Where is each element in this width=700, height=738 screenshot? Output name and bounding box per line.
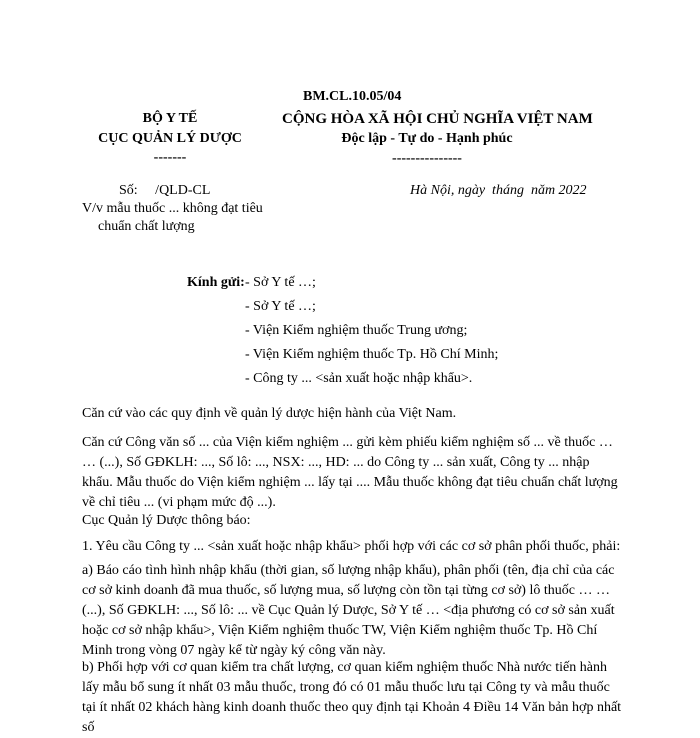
ministry-name: BỘ Y TẾ	[142, 111, 198, 126]
republic-title: CỘNG HÒA XÃ HỘI CHỦ NGHĨA VIỆT NAM	[282, 111, 593, 127]
left-header-separator: -------	[153, 150, 187, 165]
subject-line-2: chuẩn chất lượng	[98, 219, 195, 234]
national-motto: Độc lập - Tự do - Hạnh phúc	[341, 131, 513, 146]
document-number: Số: /QLD-CL	[119, 183, 211, 198]
body-paragraph-5: a) Báo cáo tình hình nhập khẩu (thời gian, số lượng nhập khẩu), phân phối (tên, địa chỉ của các cơ sở kinh doanh đã mua thuốc, số lượng mua, số lượng còn tồn tại từng cơ sở) lô thuốc … … (...), Số GĐKLH: ..., Số lô: ... về Cục Quản lý Dược, Sở Y tế … <địa phương có cơ sở sản xuất hoặc cơ sở nhập khẩu>, Viện Kiểm nghiệm thuốc TW, Viện Kiểm nghiệm thuốc Tp. Hồ Chí Minh trong vòng 07 ngày kể từ ngày ký công văn này.	[82, 563, 615, 658]
right-header-separator: ---------------	[392, 151, 462, 166]
body-paragraph-2: Căn cứ Công văn số ... của Viện kiểm nghiệm ... gửi kèm phiếu kiểm nghiệm số ... về thuốc … … (...), Số GĐKLH: ..., Số lô: ..., NSX: ..., HD: ... do Công ty ... sản xuất, Công ty ... nhập khẩu. Mẫu thuốc do Viện kiểm nghiệm ... lấy tại .... Mẫu thuốc không đạt tiêu chuẩn chất lượng về chỉ tiêu ... (vi phạm mức độ ...).	[82, 435, 618, 510]
body-paragraph-3: Cục Quản lý Dược thông báo:	[82, 513, 251, 528]
body-paragraph-4: 1. Yêu cầu Công ty ... <sản xuất hoặc nhập khẩu> phối hợp với các cơ sở phân phối thuốc, phải:	[82, 539, 621, 554]
recipient-item: - Sở Y tế …;	[245, 275, 316, 290]
recipient-item: - Viện Kiểm nghiệm thuốc Trung ương;	[245, 323, 468, 338]
recipient-item: - Công ty ... <sản xuất hoặc nhập khẩu>.	[245, 371, 473, 386]
form-code: BM.CL.10.05/04	[303, 89, 402, 104]
date-line: Hà Nội, ngày tháng năm 2022	[410, 183, 587, 198]
recipients-block	[187, 271, 499, 391]
body-paragraph-6: b) Phối hợp với cơ quan kiểm tra chất lượng, cơ quan kiểm nghiệm thuốc Nhà nước tiến hành lấy mẫu bổ sung ít nhất 03 mẫu thuốc, trong đó có 01 mẫu thuốc lưu tại Công ty và mẫu thuốc tại ít nhất 02 khách hàng kinh doanh thuốc theo quy định tại Khoản 4 Điều 14 Văn bản hợp nhất số	[82, 660, 622, 735]
recipient-item: - Viện Kiểm nghiệm thuốc Tp. Hồ Chí Minh;	[245, 347, 499, 362]
recipients-label: Kính gửi:	[187, 275, 245, 290]
recipient-item: - Sở Y tế …;	[245, 299, 316, 314]
department-name: CỤC QUẢN LÝ DƯỢC	[98, 131, 242, 146]
subject-line-1: V/v mẫu thuốc ... không đạt tiêu	[82, 201, 263, 216]
body-paragraph-1: Căn cứ vào các quy định về quản lý dược hiện hành của Việt Nam.	[82, 406, 457, 421]
